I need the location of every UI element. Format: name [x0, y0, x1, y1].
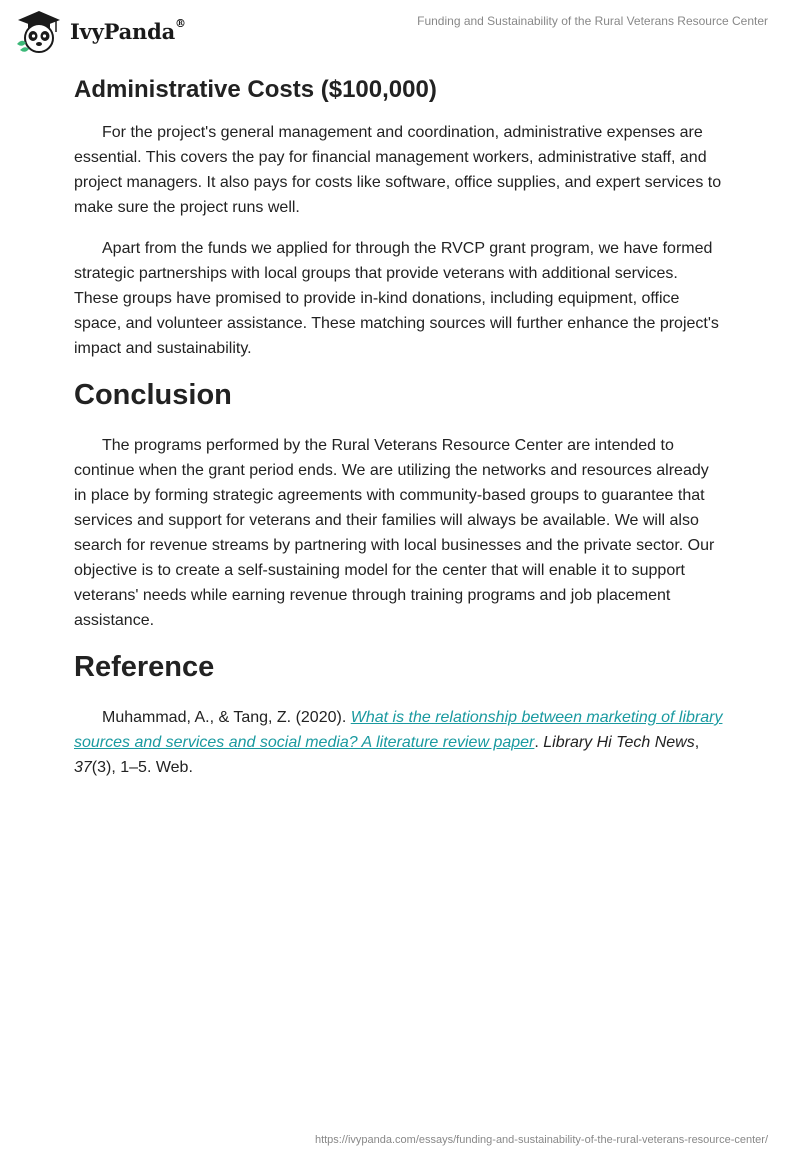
conclusion-paragraph: The programs performed by the Rural Veterans Resource Center are intended to continue when the grant period ends. We are utilizing the networks and resources already in place by forming strategic agreements with community-based groups to guarantee that services and support for veterans and their families will always be available. We will also search for revenue streams by partnering with local businesses and the private sector. Our objective is to create a self-sustaining model for the center that will enable it to support veterans' needs while earning revenue through training programs and job placement assistance. [74, 437, 715, 629]
ivypanda-logo[interactable] [14, 8, 186, 54]
page-header [0, 0, 800, 64]
reference-issue-pages: (3), 1–5. Web. [91, 759, 193, 776]
essay-content [74, 70, 724, 796]
footer-url[interactable]: https://ivypanda.com/essays/funding-and-sustainability-of-the-rural-veterans-resource-center/ [314, 1134, 768, 1146]
reference-authors: Muhammad, A., & Tang, Z. (2020). [102, 709, 351, 726]
reference-title-link[interactable]: What is the relationship between marketing of library sources and services and social media? A literature review paper [74, 709, 723, 751]
admin-paragraph-1: For the project's general management and coordination, administrative expenses are essential. This covers the pay for financial management workers, administrative staff, and project managers. It also pays for costs like software, office supplies, and expert services to make sure the project runs well. [74, 124, 722, 216]
reference-volume: 37 [74, 759, 92, 776]
reference-separator: . [534, 734, 544, 751]
document-title: Funding and Sustainability of the Rural Veterans Resource Center [417, 14, 768, 28]
reference-heading: Reference [74, 651, 215, 683]
admin-paragraph-2: Apart from the funds we applied for through the RVCP grant program, we have formed strategic partnerships with local groups that provide veterans with additional services. These groups have promised to provide in-kind donations, including equipment, office space, and volunteer assistance. These matching sources will further enhance the project's impact and sustainability. [74, 240, 719, 357]
administrative-costs-heading: Administrative Costs ($100,000) [74, 76, 437, 103]
reference-entry [74, 705, 724, 780]
conclusion-heading: Conclusion [74, 379, 232, 411]
reference-journal: Library Hi Tech News [543, 734, 695, 751]
reference-comma: , [694, 734, 700, 751]
panda-graduate-icon [14, 8, 64, 54]
brand-name: IvyPanda® [70, 16, 186, 44]
